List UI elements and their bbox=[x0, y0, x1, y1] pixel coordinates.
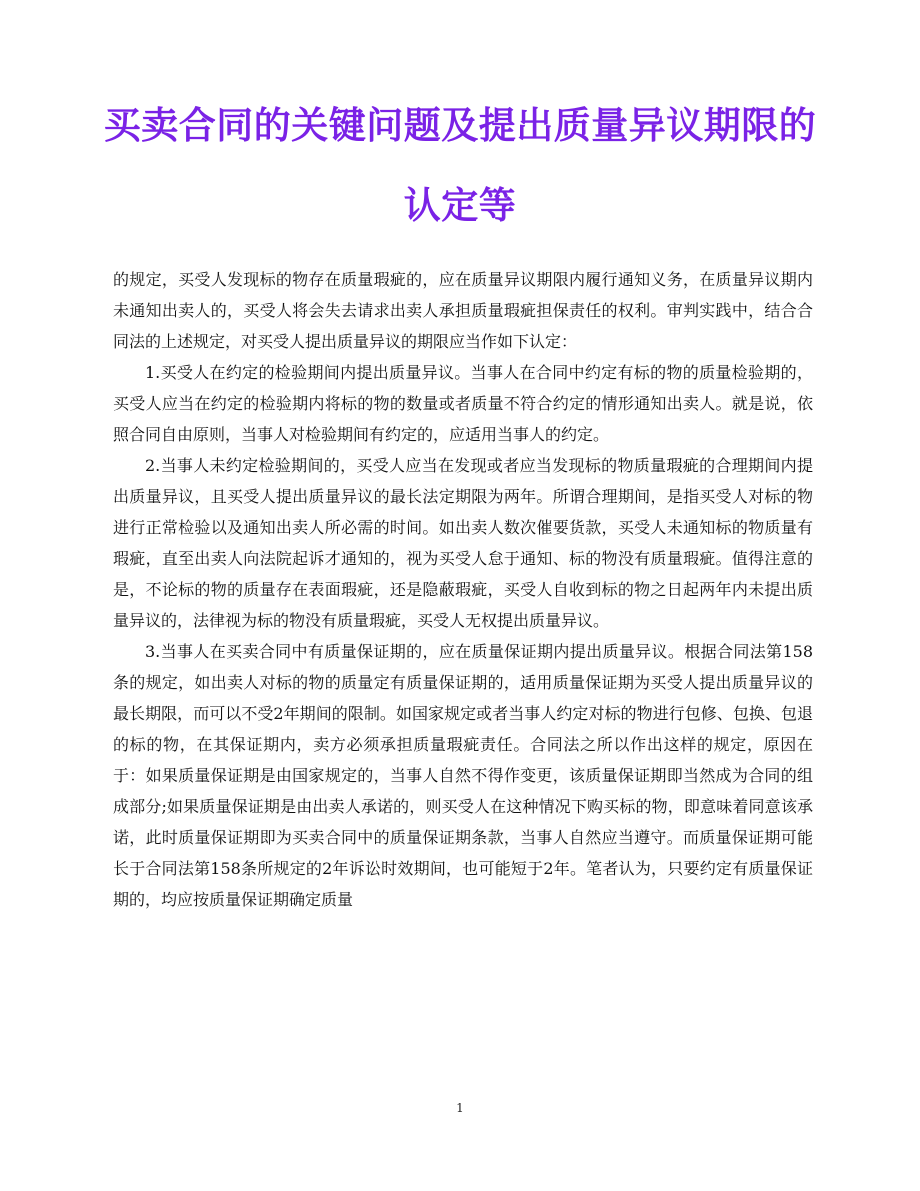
page-number: 1 bbox=[456, 1101, 464, 1115]
paragraph-item-3: 3.当事人在买卖合同中有质量保证期的，应在质量保证期内提出质量异议。根据合同法第158条的规定，如出卖人对标的物的质量定有质量保证期的，适用质量保证期为买受人提出质量异议的最长期限，而可以不受2年期间的限制。如国家规定或者当事人约定对标的物进行包修、包换、包退的标的物，在其保证期内，卖方必须承担质量瑕疵责任。合同法之所以作出这样的规定，原因在于：如果质量保证期是由国家规定的，当事人自然不得作变更，该质量保证期即当然成为合同的组成部分;如果质量保证期是由出卖人承诺的，则买受人在这种情况下购买标的物，即意味着同意该承诺，此时质量保证期即为买卖合同中的质量保证期条款，当事人自然应当遵守。而质量保证期可能长于合同法第158条所规定的2年诉讼时效期间，也可能短于2年。笔者认为，只要约定有质量保证期的，均应按质量保证期确定质量 bbox=[113, 642, 813, 909]
paragraph-intro: 的规定，买受人发现标的物存在质量瑕疵的，应在质量异议期限内履行通知义务，在质量异议期内未通知出卖人的，买受人将会失去请求出卖人承担质量瑕疵担保责任的权利。审判实践中，结合合同法的上述规定，对买受人提出质量异议的期限应当作如下认定： bbox=[113, 270, 813, 351]
page-title: 买卖合同的关键问题及提出质量异议期限的认定等 bbox=[103, 104, 817, 227]
paragraph-item-1: 1.买受人在约定的检验期间内提出质量异议。当事人在合同中约定有标的物的质量检验期的，买受人应当在约定的检验期内将标的物的数量或者质量不符合约定的情形通知出卖人。就是说，依照合同自由原则，当事人对检验期间有约定的，应适用当事人的约定。 bbox=[113, 363, 813, 444]
document-body bbox=[113, 264, 813, 915]
paragraph-item-2: 2.当事人未约定检验期间的，买受人应当在发现或者应当发现标的物质量瑕疵的合理期间内提出质量异议，且买受人提出质量异议的最长法定期限为两年。所谓合理期间，是指买受人对标的物进行正常检验以及通知出卖人所必需的时间。如出卖人数次催要货款，买受人未通知标的物质量有瑕疵，直至出卖人向法院起诉才通知的，视为买受人怠于通知、标的物没有质量瑕疵。值得注意的是，不论标的物的质量存在表面瑕疵，还是隐蔽瑕疵，买受人自收到标的物之日起两年内未提出质量异议的，法律视为标的物没有质量瑕疵，买受人无权提出质量异议。 bbox=[113, 456, 813, 630]
